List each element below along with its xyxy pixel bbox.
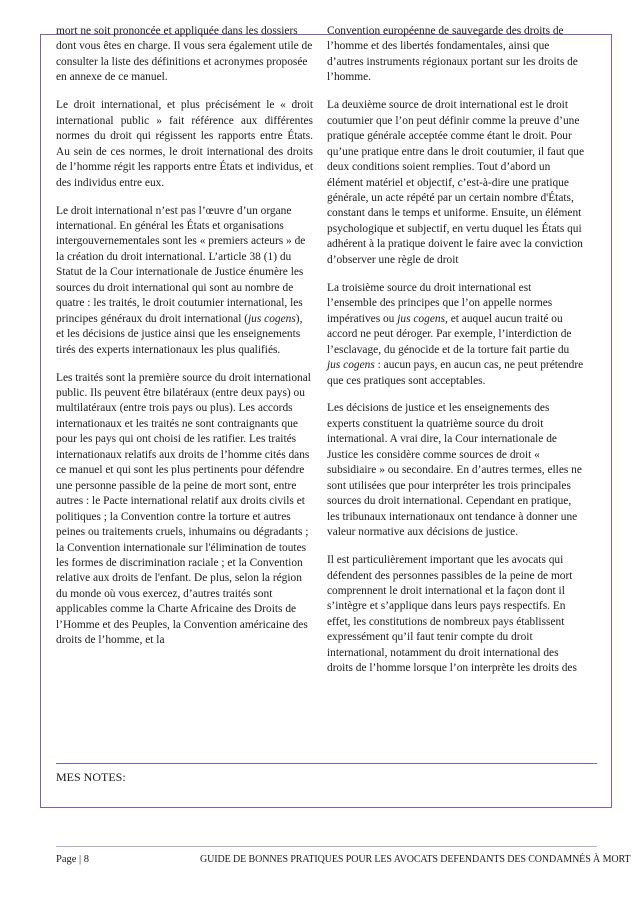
paragraph [327, 281, 584, 389]
notes-divider [56, 763, 597, 764]
notes-label: MES NOTES: [56, 770, 126, 784]
italic-term: jus cogens [327, 359, 375, 372]
paragraph: Les traités sont la première source du droit international public. Ils peuvent être bilatéraux (entre deux pays) ou multilatéraux (entre trois pays ou plus). Les accords internationaux et les traités ne sont contraignants que pour les pays qui ont choisi de les ratifier. Les traités internationaux relatifs aux droits de l’homme cités dans ce manuel et qui sont les plus pertinents pour défendre une personne passible de la peine de mort sont, entre autres : le Pacte international relatif aux droits civils et politiques ; la Convention contre la torture et autres peines ou traitements cruels, inhumains ou dégradants ; la Convention internationale sur l'élimination de toutes les formes de discrimination raciale ; et la Convention relative aux droits de l'enfant. De plus, selon la région du monde où vous exercez, d’autres traités sont applicables comme la Charte Africaine des Droits de l’Homme et des Peuples, la Convention américaine des droits de l’homme, et la [56, 371, 311, 647]
right-column [327, 24, 584, 689]
paragraph: Le droit international, et plus précisément le « droit international public » fait référence aux différentes normes du droit qui régissent les rapports entre États. Au sein de ces normes, le droit international des droits de l’homme régit les rapports entre États et individus, et des individus entre eux. [56, 99, 313, 189]
italic-term: jus cogens [248, 312, 296, 325]
paragraph [56, 204, 313, 359]
paragraph: Il est particulièrement important que les avocats qui défendent des personnes passibles de la peine de mort comprennent le droit international et la façon dont il s’intègre et s’applique dans leurs pays respectifs. En effet, les constitutions de nombreux pays établissent expressément qu’il faut tenir compte du droit international, notamment du droit international des droits de l’homme lorsque l’on interprète les droits des [327, 554, 577, 675]
text-run: La troisième source du droit international est l’ensemble des principes que l’on appelle normes impératives ou [327, 281, 553, 325]
page-number: Page | 8 [56, 854, 90, 865]
text-run: : aucun pays, en aucun cas, ne peut prétendre que ces pratiques sont acceptables. [327, 359, 584, 387]
text-run: , et auquel aucun traité ou accord ne peut déroger. Par exemple, l’interdiction de l’esclavage, du génocide et de la torture fait partie du [327, 312, 572, 356]
paragraph: Convention européenne de sauvegarde des droits de l’homme et des libertés fondamentales, ainsi que d’autres instruments régionaux portant sur les droits de l’homme. [327, 25, 578, 84]
footer-divider [56, 846, 597, 847]
text-run: ), et les décisions de justice ainsi que les enseignements tirés des experts internationaux les plus qualifiés. [56, 312, 303, 356]
paragraph: mort ne soit prononcée et appliquée dans les dossiers dont vous êtes en charge. Il vous sera également utile de consulter la liste des définitions et acronymes proposée en annexe de ce manuel. [56, 25, 313, 84]
italic-term: jus cogens [397, 312, 446, 325]
footer-title: GUIDE DE BONNES PRATIQUES POUR LES AVOCATS DEFENDANTS DES CONDAMNÉS À MORT [200, 854, 631, 865]
paragraph: Les décisions de justice et les enseignements des experts constituent la quatrième source du droit international. A vrai dire, la Cour internationale de Justice les considère comme sources de droit « subsidiaire » ou secondaire. En d’autres termes, elles ne sont utilisées que pour interpréter les trois principales sources du droit international. Cependant en pratique, les tribunaux internationaux ont tendance à donner une valeur normative aux décisions de justice. [327, 402, 582, 539]
left-column [56, 24, 313, 661]
text-run: Le droit international n’est pas l’œuvre d’un organe international. En général les États et organisations intergouvernementales sont les « premiers acteurs » de la création du droit international. L’article 38 (1) du Statut de la Cour internationale de Justice énumère les sources du droit international qui sont au nombre de quatre : les traités, le droit coutumier international, les principes généraux du droit international ( [56, 204, 306, 325]
paragraph: La deuxième source de droit international est le droit coutumier que l’on peut définir comme la preuve d’une pratique générale acceptée comme étant le droit. Pour qu’une pratique entre dans le droit coutumier, il faut que deux conditions soient remplies. Tout d’abord un élément matériel et objectif, c’est-à-dire une pratique générale, un acte répété par un certain nombre d'États, constant dans le temps et uniforme. Ensuite, un élément psychologique et subjectif, en vertu duquel les États qui adhérent à la pratique doivent le faire avec la conviction d’observer une règle de droit [327, 99, 585, 266]
